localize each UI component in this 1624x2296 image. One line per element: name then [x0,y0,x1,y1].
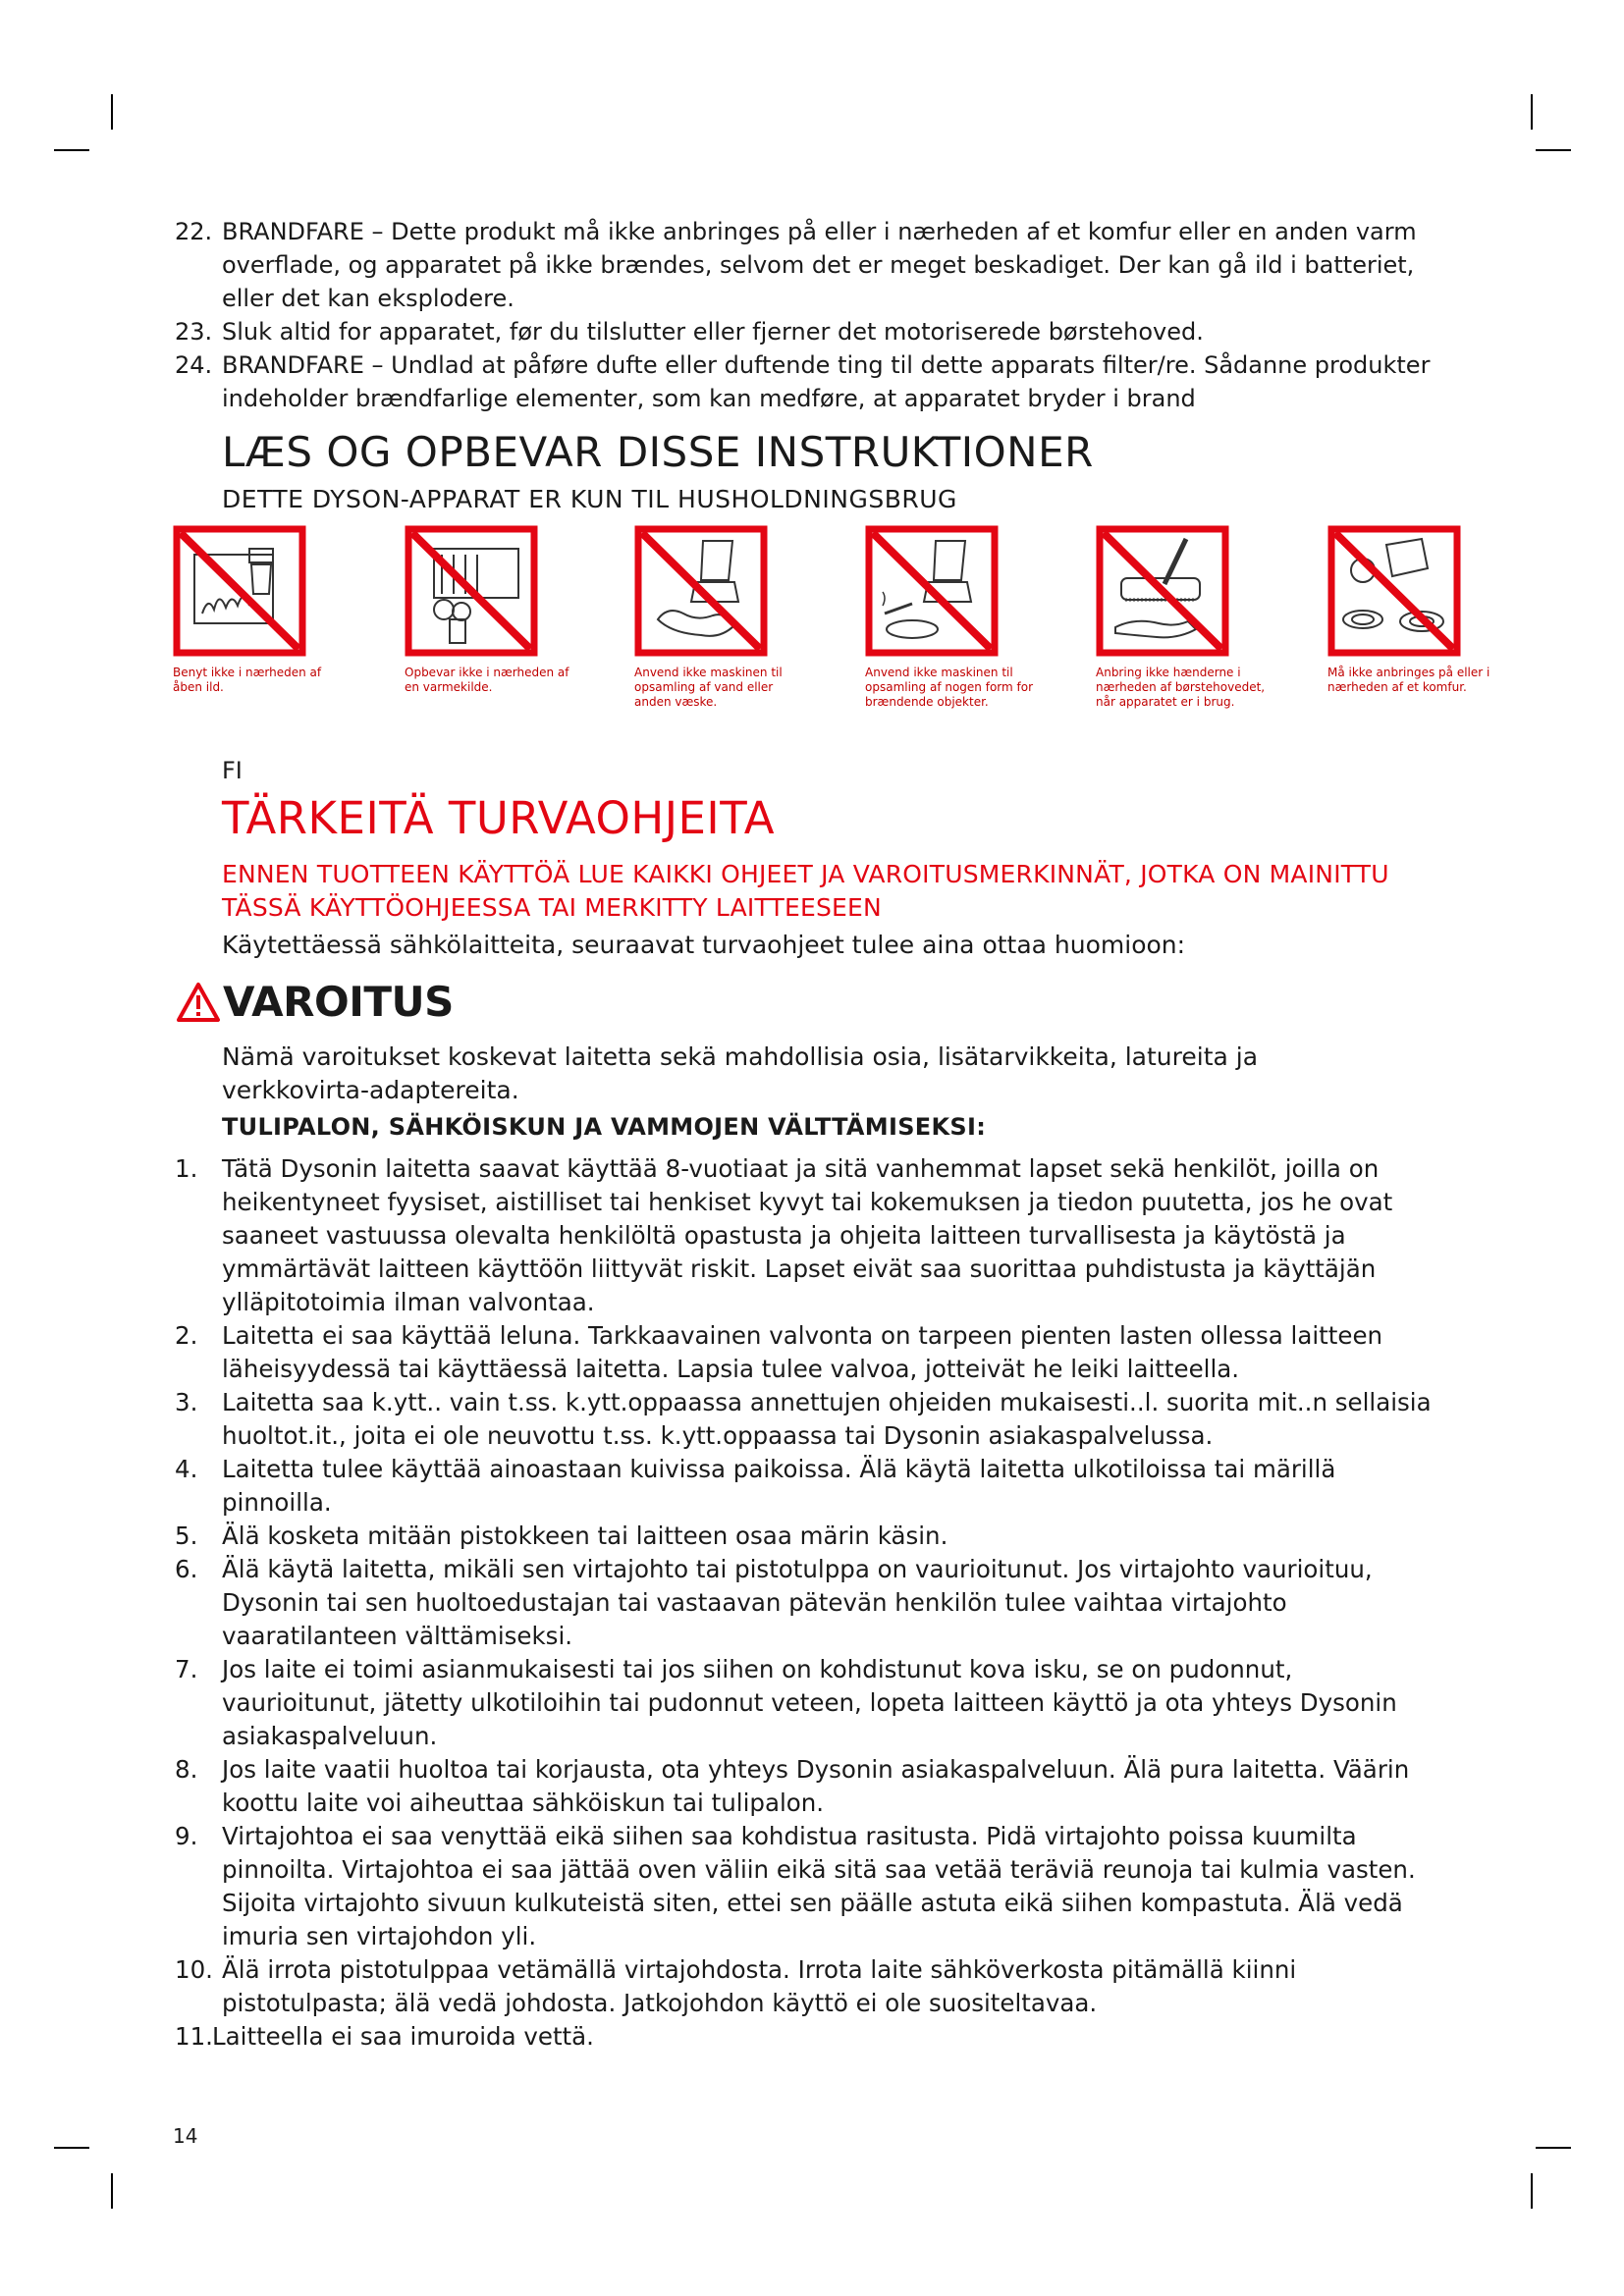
list-item [175,1653,1451,1753]
icon-caption: Anbring ikke hænderne i nærheden af børstehovedet, når apparatet er i brug. [1096,666,1266,709]
danish-subtitle: DETTE DYSON-APPARAT ER KUN TIL HUSHOLDNINGSBRUG [222,485,957,513]
item-text: Laitteella ei saa imuroida vettä. [212,2022,594,2051]
prohibition-item [865,525,1061,710]
warning-paragraph: Nämä varoitukset koskevat laitetta sekä mahdollisia osia, lisätarvikkeita, latureita ja verkkovirta-adaptereita. [222,1042,1259,1104]
item-number: 6. [175,1555,198,1583]
prohibition-icons-row [173,525,1490,731]
item-text: Virtajohtoa ei saa venyttää eikä siihen saa kohdistua rasitusta. Pidä virtajohto poissa kuumilta pinnoilta. Virtajohtoa ei saa jättää oven väliin eikä sitä saa vetää teräviä reunoja tai kulmia vasten. Sijoita virtajohto sivuun kulkuteistä siten, ettei sen päälle astuta eikä siihen kompastuta. Älä vedä imuria sen virtajohdon yli. [222,1822,1416,1950]
list-item [175,1820,1451,1953]
item-number: 5. [175,1522,198,1550]
finnish-caps-heading: TULIPALON, SÄHKÖISKUN JA VAMMOJEN VÄLTTÄMISEKSI: [222,1113,987,1141]
list-item [175,1553,1451,1653]
icon-caption: Må ikke anbringes på eller i nærheden af et komfur. [1327,666,1490,694]
list-item [175,1453,1451,1520]
finnish-safety-list [175,1152,1451,2054]
no-open-fire-icon [173,525,306,657]
list-item [175,348,1451,415]
finnish-title: TÄRKEITÄ TURVAOHJEITA [222,792,775,844]
icon-caption: Benyt ikke i nærheden af åben ild. [173,666,322,694]
prohibition-item [173,525,369,695]
danish-title: LÆS OG OPBEVAR DISSE INSTRUKTIONER [222,428,1094,476]
item-number: 23. [175,318,213,346]
item-number: 8. [175,1755,198,1784]
item-text: BRANDFARE – Dette produkt må ikke anbringes på eller i nærheden af et komfur eller en anden varm overflade, og apparatet på ikke brændes, selvom det er meget beskadiget. Der kan gå ild i batteriet, eller det kan eksplodere. [222,218,1417,312]
item-number: 24. [175,351,213,379]
crop-mark [1536,149,1571,151]
item-number: 4. [175,1455,198,1483]
list-item [175,1953,1451,2020]
list-item [175,2020,1451,2054]
crop-mark [111,94,113,130]
icon-caption: Opbevar ikke i nærheden af en varmekilde. [405,666,569,694]
list-item [175,1152,1451,1319]
item-number: 9. [175,1822,198,1850]
page-number: 14 [173,2124,198,2148]
item-text: Sluk altid for apparatet, før du tilslutter eller fjerner det motoriserede børstehoved. [222,318,1204,346]
item-text: Älä käytä laitetta, mikäli sen virtajohto tai pistotulppa on vaurioitunut. Jos virtajohto vaurioituu, Dysonin tai sen huoltoedustajan tai vastaavan pätevän henkilön tulee vaihtaa virtajohto vaaratilanteen välttämiseksi. [222,1555,1373,1650]
prohibition-item [405,525,601,695]
item-number: 10. [175,1955,213,1984]
item-number: 22. [175,218,213,245]
warning-triangle-icon [176,982,221,1023]
list-item [175,215,1451,315]
item-text: Laitetta saa k.ytt.. vain t.ss. k.ytt.oppaassa annettujen ohjeiden mukaisesti..l. suorita mit..n sellaisia huoltot.it., joita ei ole neuvottu t.ss. k.ytt.oppaassa tai Dysonin asiakaspalvelussa. [222,1388,1432,1450]
icon-caption: Anvend ikke maskinen til opsamling af vand eller anden væske. [634,666,783,709]
warning-label: VAROITUS [223,978,454,1026]
item-text: Jos laite vaatii huoltoa tai korjausta, ota yhteys Dysonin asiakaspalveluun. Älä pura laitetta. Väärin koottu laite voi aiheuttaa sähköiskun tai tulipalon. [222,1755,1410,1817]
item-number: 1. [175,1154,198,1183]
item-text: Tätä Dysonin laitetta saavat käyttää 8-vuotiaat ja sitä vanhemmat lapset sekä henkilöt, joilla on heikentyneet fyysiset, aistilliset tai henkiset kyvyt tai kokemuksen ja tiedon puutetta, jos he ovat saaneet vastuussa olevalta henkilöltä opastusta ja ohjeita laitteen turvallisesta ja käytöstä ja ymmärtävät laitteen käyttöön liittyvät riskit. Lapset eivät saa suorittaa puhdistusta ja käyttäjän ylläpitotoimia ilman valvontaa. [222,1154,1393,1316]
danish-safety-list [175,215,1451,415]
prohibition-item [634,525,831,710]
no-water-pickup-icon [634,525,768,657]
icon-caption: Anvend ikke maskinen til opsamling af nogen form for brændende objekter. [865,666,1034,709]
item-number: 11. [175,2022,213,2051]
prohibition-item [1327,525,1524,695]
crop-mark [54,2147,89,2149]
item-text: Älä kosketa mitään pistokkeen tai laitteen osaa märin käsin. [222,1522,948,1550]
no-hands-near-brush-icon [1096,525,1229,657]
crop-mark [1531,2173,1533,2209]
item-number: 2. [175,1321,198,1350]
no-stove-icon [1327,525,1461,657]
crop-mark [54,149,89,151]
item-number: 3. [175,1388,198,1416]
no-burning-objects-icon [865,525,999,657]
list-item [175,1753,1451,1820]
item-text: Laitetta tulee käyttää ainoastaan kuivissa paikoissa. Älä käytä laitetta ulkotiloissa tai märillä pinnoilla. [222,1455,1336,1517]
finnish-intro: Käytettäessä sähkölaitteita, seuraavat turvaohjeet tulee aina ottaa huomioon: [222,931,1186,959]
item-text: BRANDFARE – Undlad at påføre dufte eller duftende ting til dette apparats filter/re. Sådanne produkter indeholder brændfarlige elementer, som kan medføre, at apparatet bryder i brand [222,351,1431,412]
crop-mark [1536,2147,1571,2149]
item-text: Jos laite ei toimi asianmukaisesti tai jos siihen on kohdistunut kova isku, se on pudonnut, vaurioitunut, jätetty ulkotiloihin tai pudonnut veteen, lopeta laitteen käyttö ja ota yhteys Dysonin asiakaspalveluun. [222,1655,1397,1750]
item-text: Laitetta ei saa käyttää leluna. Tarkkaavainen valvonta on tarpeen pienten lasten ollessa laitteen läheisyydessä tai käyttäessä laitetta. Lapsia tulee valvoa, jotteivät he leiki laitteella. [222,1321,1383,1383]
prohibition-item [1096,525,1292,710]
warning-heading [176,978,454,1026]
list-item [175,315,1451,348]
crop-mark [1531,94,1533,130]
item-text: Älä irrota pistotulppaa vetämällä virtajohdosta. Irrota laite sähköverkosta pitämällä kiinni pistotulpasta; älä vedä johdosta. Jatkojohdon käyttö ei ole suositeltavaa. [222,1955,1297,2017]
no-heat-source-icon [405,525,538,657]
item-number: 7. [175,1655,198,1683]
language-tag: FI [222,757,243,784]
list-item [175,1319,1451,1386]
crop-mark [111,2173,113,2209]
list-item [175,1520,1451,1553]
finnish-red-notice: ENNEN TUOTTEEN KÄYTTÖÄ LUE KAIKKI OHJEET JA VAROITUSMERKINNÄT, JOTKA ON MAINITTU TÄSSÄ KÄYTTÖOHJEESSA TAI MERKITTY LAITTEESEEN [222,860,1389,922]
list-item [175,1386,1451,1453]
